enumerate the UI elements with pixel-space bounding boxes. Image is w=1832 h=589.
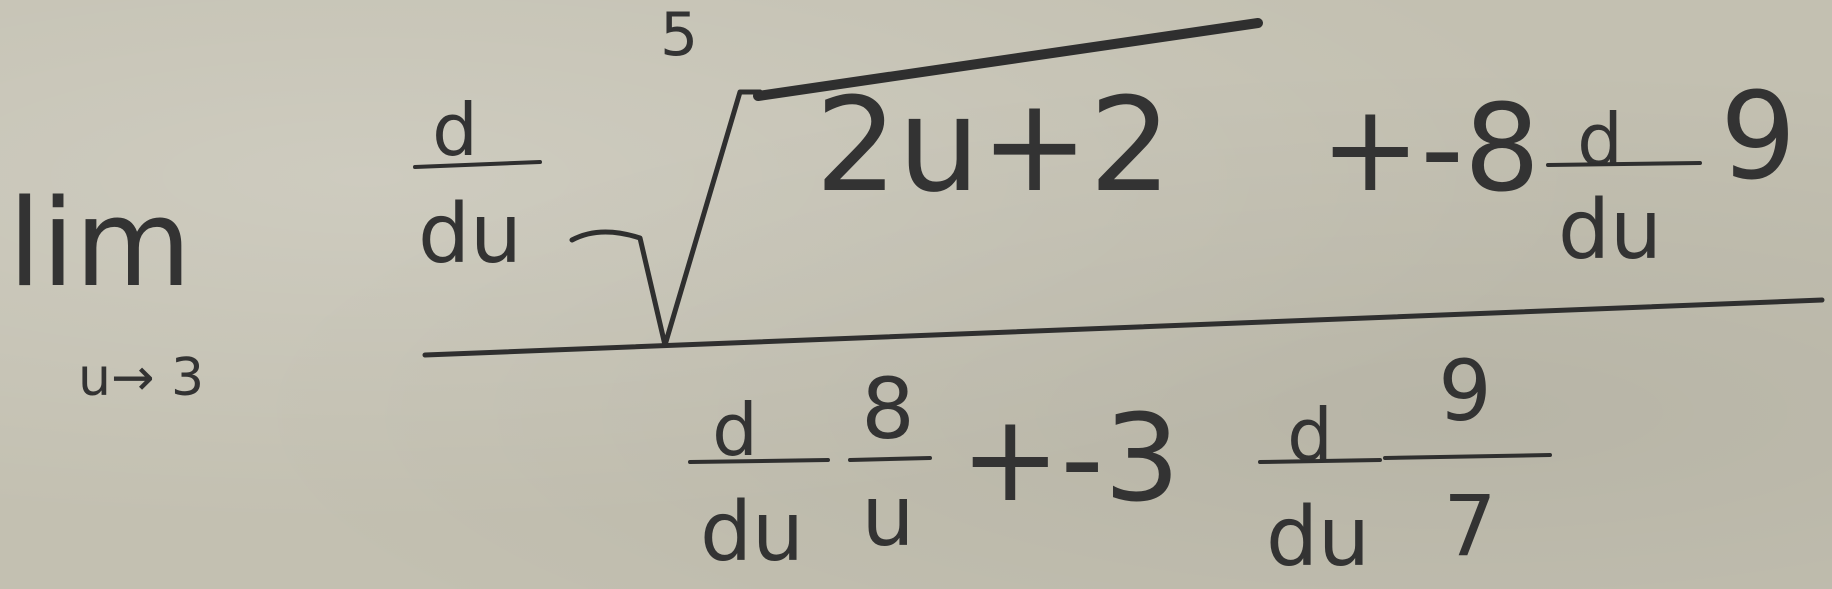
den-derivative-bar <box>690 460 828 462</box>
radical-sign <box>572 92 760 345</box>
root-index: 5 <box>660 0 699 70</box>
den-derivative-d: d <box>712 388 758 472</box>
den-fraction1-den: u <box>861 467 915 565</box>
den-derivative-du: du <box>699 485 805 580</box>
lim-word: lim <box>8 175 192 314</box>
num-derivative-d: d <box>432 88 478 172</box>
den-fraction2-bar <box>1385 455 1550 458</box>
den-fraction1-bar <box>850 458 930 460</box>
num-operator: +-8 <box>1320 80 1541 219</box>
den-derivative2-bar <box>1260 460 1380 462</box>
num-derivative2-du: du <box>1557 183 1663 278</box>
den-fraction1-num: 8 <box>861 360 915 458</box>
num-derivative2-d: d <box>1577 98 1623 182</box>
num-constant: 9 <box>1720 68 1797 207</box>
num-derivative-du: du <box>417 187 523 282</box>
den-derivative2-du: du <box>1265 490 1371 585</box>
num-derivative2-bar <box>1548 163 1700 165</box>
den-fraction2-num: 9 <box>1438 342 1492 440</box>
den-fraction2-den: 7 <box>1443 477 1497 575</box>
den-derivative2-d: d <box>1287 393 1333 477</box>
main-fraction-bar <box>425 300 1822 355</box>
lim-subscript: u→ 3 <box>78 348 205 408</box>
radicand: 2u+2 <box>815 69 1172 221</box>
den-operator: +-3 <box>960 390 1181 529</box>
